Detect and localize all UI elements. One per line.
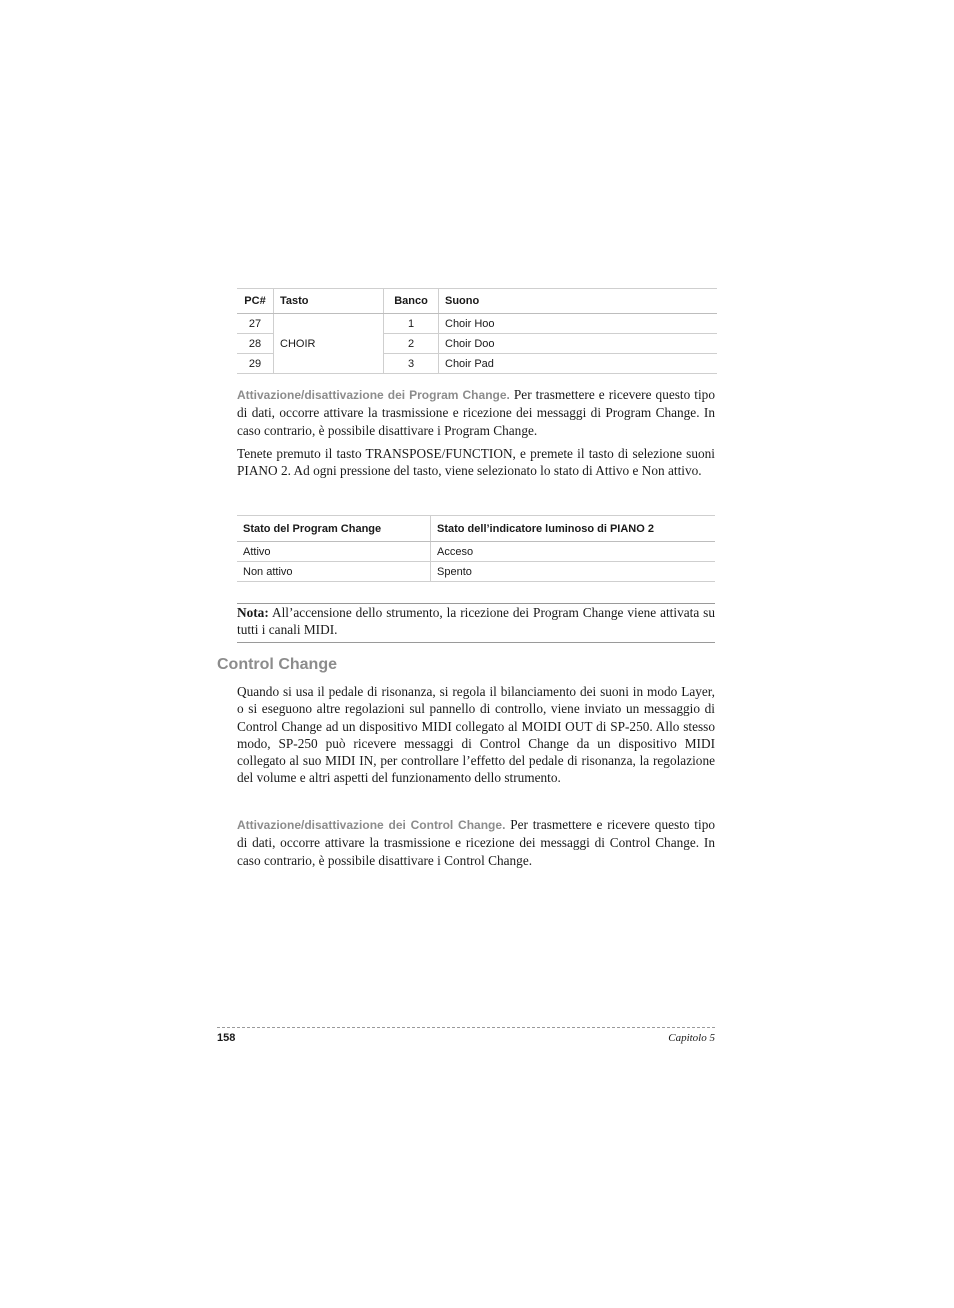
header-banco: Banco bbox=[384, 289, 439, 314]
status-table bbox=[237, 515, 715, 582]
pc-cell: 29 bbox=[237, 354, 274, 374]
status-table-header bbox=[237, 516, 715, 542]
control-change-body: Quando si usa il pedale di risonanza, si regola il bilanciamento dei suoni in modo Layer, o si eseguono altre regolazioni sul pannello di controllo, viene inviato un messaggio di Control Change ad un dispositivo MIDI collegato al MOIDI OUT di SP-250. Allo stesso modo, SP-250 può ricevere messaggi di Control Change da un dispositivo MIDI collegato al suo MIDI IN, per controllare l’effetto del pedale di risonanza, la regolazione del volume e altri aspetti del funzionamento dello strumento. bbox=[237, 684, 715, 786]
sound-table-header bbox=[237, 289, 717, 314]
banco-cell: 3 bbox=[384, 354, 439, 374]
control-change-paragraph bbox=[237, 816, 715, 869]
suono-cell: Choir Pad bbox=[439, 354, 718, 374]
note-text: All’accensione dello strumento, la ricezione dei Program Change viene attivata su tutti i canali MIDI. bbox=[237, 605, 715, 638]
page-number: 158 bbox=[217, 1032, 236, 1044]
control-change-text: Per trasmettere e ricevere questo tipo di dati, occorre attivare la trasmissione e ricezione dei messaggi di Control Change. In caso contrario, è possibile disattivare i Control Change. bbox=[237, 817, 715, 868]
banco-cell: 1 bbox=[384, 314, 439, 334]
banco-cell: 2 bbox=[384, 334, 439, 354]
program-change-runin: Attivazione/disattivazione dei Program Change. bbox=[237, 388, 510, 402]
chapter-label: Capitolo 5 bbox=[668, 1032, 715, 1044]
table-row bbox=[237, 314, 717, 334]
table-row bbox=[237, 562, 715, 582]
note-box bbox=[237, 603, 715, 643]
header-stato: Stato del Program Change bbox=[237, 516, 431, 542]
control-change-runin: Attivazione/disattivazione dei Control Change. bbox=[237, 818, 506, 832]
stato-cell: Non attivo bbox=[237, 562, 431, 582]
suono-cell: Choir Hoo bbox=[439, 314, 718, 334]
program-change-text: Per trasmettere e ricevere questo tipo di dati, occorre attivare la trasmissione e ricezione dei messaggi di Program Change. In caso contrario, è possibile disattivare i Program Change. bbox=[237, 387, 715, 438]
tasto-cell: CHOIR bbox=[274, 314, 384, 374]
sound-table bbox=[237, 288, 717, 374]
suono-cell: Choir Doo bbox=[439, 334, 718, 354]
instructions-paragraph: Tenete premuto il tasto TRANSPOSE/FUNCTION, e premete il tasto di selezione suoni PIANO 2. Ad ogni pressione del tasto, viene selezionato lo stato di Attivo e Non attivo. bbox=[237, 446, 715, 479]
indicatore-cell: Spento bbox=[431, 562, 716, 582]
header-tasto: Tasto bbox=[274, 289, 384, 314]
table-row bbox=[237, 542, 715, 562]
program-change-paragraph bbox=[237, 386, 715, 439]
stato-cell: Attivo bbox=[237, 542, 431, 562]
section-heading: Control Change bbox=[217, 656, 337, 673]
header-indicatore: Stato dell’indicatore luminoso di PIANO 2 bbox=[431, 516, 716, 542]
footer-divider bbox=[217, 1027, 715, 1028]
pc-cell: 28 bbox=[237, 334, 274, 354]
header-pc: PC# bbox=[237, 289, 274, 314]
pc-cell: 27 bbox=[237, 314, 274, 334]
note-label: Nota: bbox=[237, 605, 269, 620]
header-suono: Suono bbox=[439, 289, 718, 314]
indicatore-cell: Acceso bbox=[431, 542, 716, 562]
